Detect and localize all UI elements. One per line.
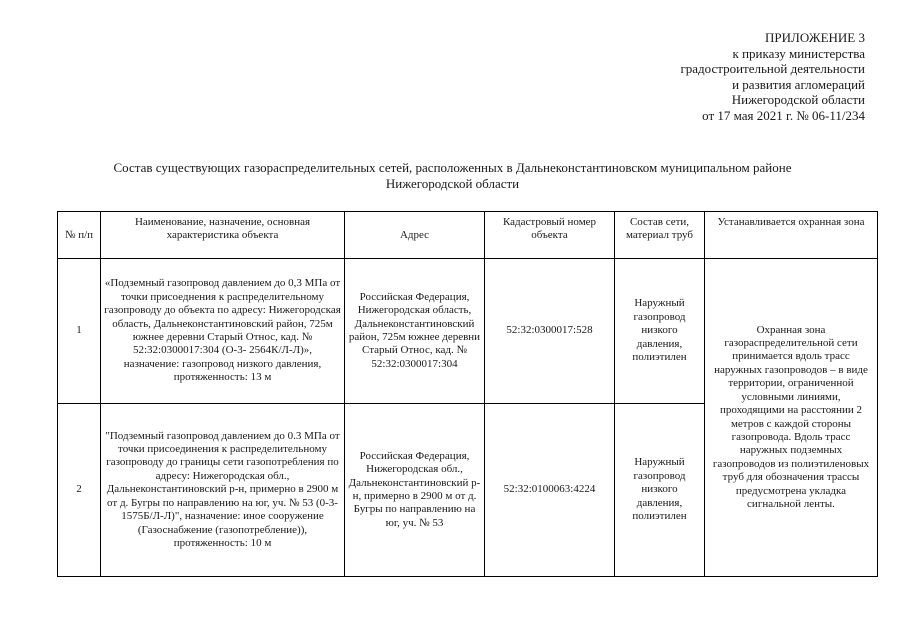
row-name: «Подземный газопровод давлением до 0,3 МПа от точки присоеднения к распределительному газопроводу до объекта по адресу: Нижегородская область, Дальнеконстантиновский район, 725м южнее деревни Старый Относ, кад. № 52:32:0300017:304 (О-3- 2564К/Л-Л)», назначение: газопровод низкого давления, протяженность: 13 м [101,259,345,404]
header-composition: Состав сети, материал труб [615,212,705,259]
document-title [40,160,865,192]
header-address: Адрес [345,212,485,259]
appendix-line: от 17 мая 2021 г. № 06-11/234 [702,107,865,123]
row-num: 2 [58,404,101,577]
table-header-row [58,212,878,259]
row-name: "Подземный газопровод давлением до 0.3 МПа от точки присоединения к распределительному газопроводу до границы сети газопотребления по адресу: Нижегородская обл., Дальнеконстантиновский р-н, примерно в 2900 м от д. Бугры по направлению на юг, уч. № 53 (0-3-1575Б/Л-Л)", назначение: иное сооружение (Газоснабжение (газопотребление)), протяженность: 10 м [101,404,345,577]
table-row [58,259,878,404]
row-cadastral: 52:32:0100063:4224 [485,404,615,577]
header-zone: Устанавливается охранная зона [705,212,878,259]
header-name: Наименование, назначение, основная характеристика объекта [101,212,345,259]
appendix-line: и развития агломераций [732,76,865,92]
appendix-header [605,30,865,123]
header-num: № п/п [58,212,101,259]
zone-cell: Охранная зона газораспределительной сети принимается вдоль трасс наружных газопроводов – в виде территории, ограниченной условными линиями, проходящими на расстоянии 2 метров с каждой стороны газопровода. Вдоль трасс наружных подземных газопроводов из полиэтиленовых труб для обозначения трассы предусмотрена укладка сигнальной ленты. [705,259,878,577]
gas-network-table [57,211,878,577]
document-title-line: Нижегородской области [385,176,520,191]
appendix-line: ПРИЛОЖЕНИЕ 3 [765,30,865,45]
appendix-line: градостроительной деятельности [680,61,865,76]
header-cadastral: Кадастровый номер объекта [485,212,615,259]
appendix-line: Нижегородской области [731,92,865,107]
row-address: Российская Федерация, Нижегородская обл., Дальнеконстантиновский р-н, примерно в 2900 м от д. Бугры по направлению на юг, уч. № 53 [345,404,485,577]
row-num: 1 [58,259,101,404]
row-cadastral: 52:32:0300017:528 [485,259,615,404]
row-address: Российская Федерация, Нижегородская область, Дальнеконстантиновский район, 725м южнее деревни Старый Относ, кад. № 52:32:0300017:304 [345,259,485,404]
row-composition: Наружный газопровод низкого давления, полиэтилен [615,404,705,577]
appendix-line: к приказу министерства [732,45,865,61]
document-title-line: Состав существующих газораспределительных сетей, расположенных в Дальнеконстантиновском муниципальном районе [113,160,792,175]
row-composition: Наружный газопровод низкого давления, полиэтилен [615,259,705,404]
